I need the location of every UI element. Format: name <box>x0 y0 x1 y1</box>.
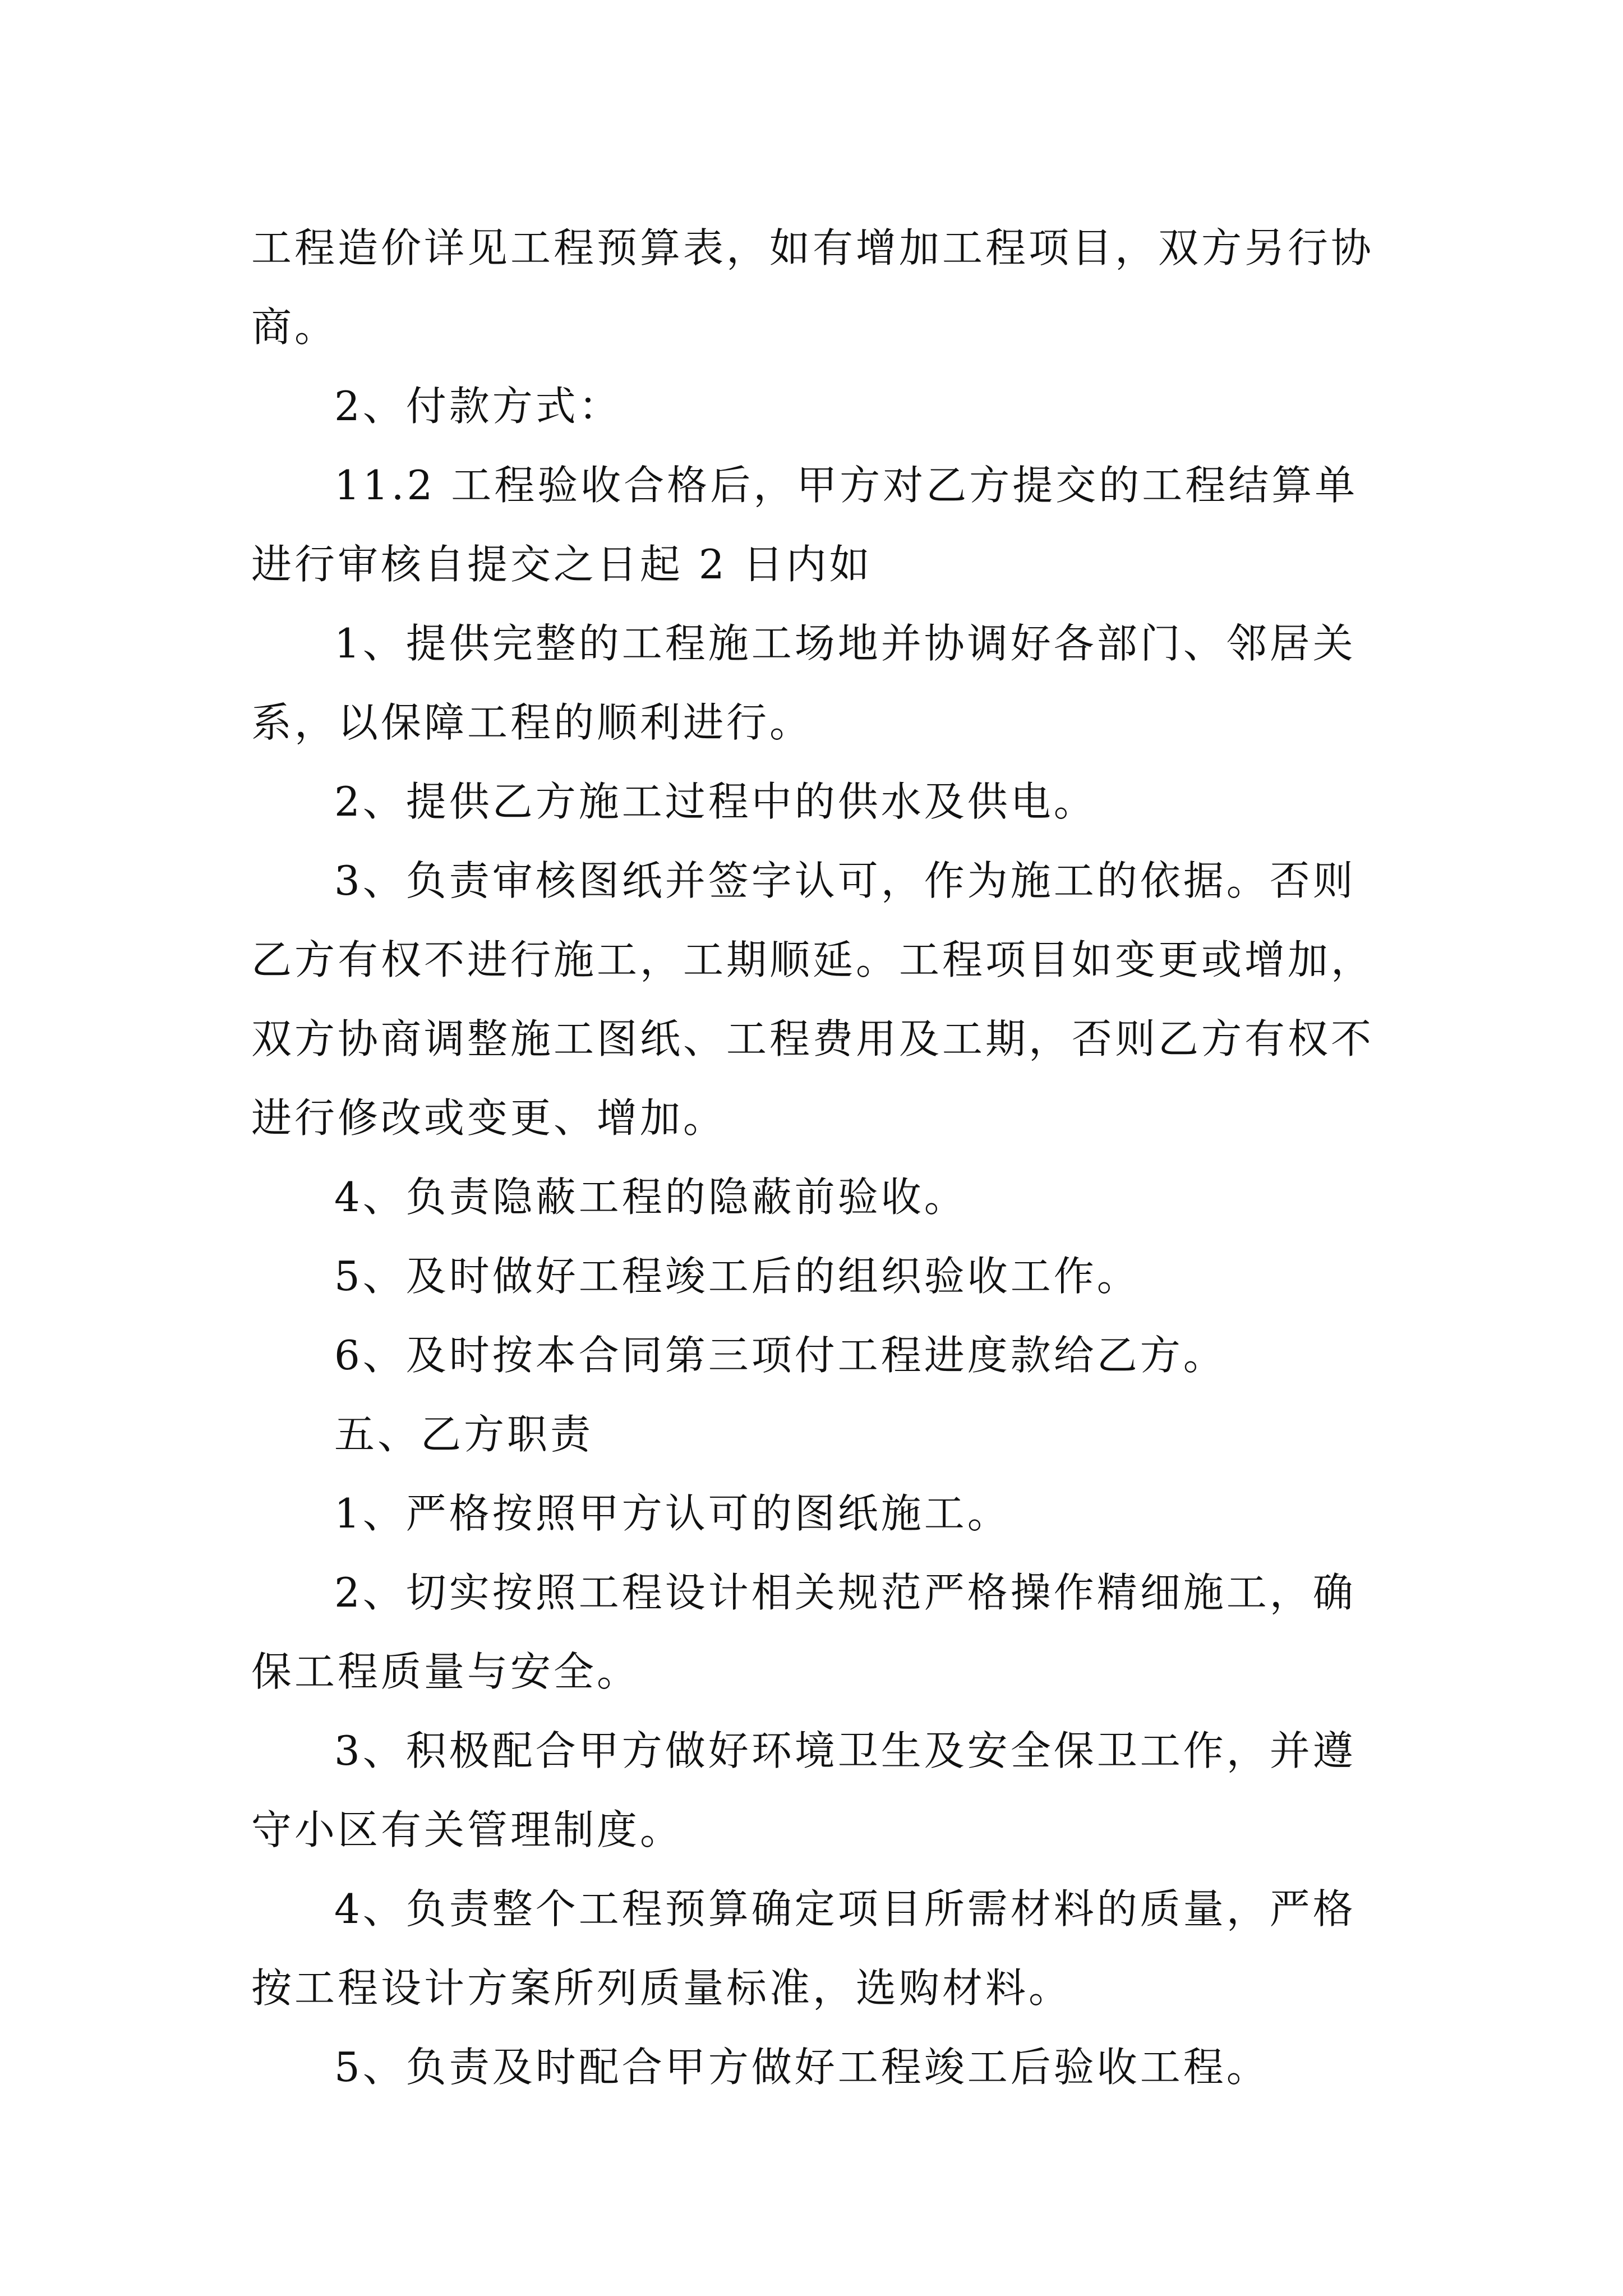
text-line: 6、及时按本合同第三项付工程进度款给乙方。 <box>334 1332 1227 1379</box>
text-line: 商。 <box>251 303 338 351</box>
text-line: 守小区有关管理制度。 <box>251 1806 684 1853</box>
text-line: 2、切实按照工程设计相关规范严格操作精细施工，确 <box>334 1569 1356 1616</box>
paragraph <box>251 1395 1378 1474</box>
text-line: 进行审核自提交之日起 2 日内如 <box>251 541 873 588</box>
text-line: 乙方有权不进行施工，工期顺延。工程项目如变更或增加， <box>251 936 1375 983</box>
text-line: 双方协商调整施工图纸、工程费用及工期，否则乙方有权不 <box>251 1015 1375 1062</box>
paragraph <box>251 1316 1378 1395</box>
text-line: 五、乙方职责 <box>334 1411 594 1458</box>
text-line: 3、积极配合甲方做好环境卫生及安全保卫工作，并遵 <box>334 1727 1356 1774</box>
paragraph <box>251 1553 1378 1711</box>
paragraph <box>251 209 1378 367</box>
paragraph <box>251 1237 1378 1316</box>
paragraph <box>251 1474 1378 1553</box>
paragraph <box>251 1870 1378 2028</box>
text-line: 按工程设计方案所列质量标准，选购材料。 <box>251 1964 1072 2012</box>
text-line: 5、及时做好工程竣工后的组织验收工作。 <box>334 1253 1140 1300</box>
paragraph <box>251 2028 1378 2107</box>
text-line: 2、提供乙方施工过程中的供水及供电。 <box>334 778 1097 825</box>
paragraph <box>251 1158 1378 1237</box>
text-line: 4、负责隐蔽工程的隐蔽前验收。 <box>334 1174 967 1221</box>
paragraph <box>251 1711 1378 1870</box>
paragraph <box>251 762 1378 841</box>
document-body <box>251 209 1378 2107</box>
paragraph <box>251 841 1378 1158</box>
text-line: 11.2 工程验收合格后，甲方对乙方提交的工程结算单 <box>334 462 1358 509</box>
text-line: 2、付款方式： <box>334 383 622 430</box>
paragraph <box>251 604 1378 762</box>
text-line: 保工程质量与安全。 <box>251 1648 640 1695</box>
text-line: 1、严格按照甲方认可的图纸施工。 <box>334 1490 1011 1537</box>
text-line: 系，以保障工程的顺利进行。 <box>251 699 813 746</box>
paragraph <box>251 367 1378 446</box>
paragraph <box>251 446 1378 604</box>
text-line: 5、负责及时配合甲方做好工程竣工后验收工程。 <box>334 2044 1270 2091</box>
text-line: 进行修改或变更、增加。 <box>251 1094 727 1142</box>
text-line: 1、提供完整的工程施工场地并协调好各部门、邻居关 <box>334 620 1356 667</box>
text-line: 工程造价详见工程预算表，如有增加工程项目，双方另行协 <box>251 224 1375 272</box>
text-line: 4、负责整个工程预算确定项目所需材料的质量，严格 <box>334 1885 1356 1932</box>
text-line: 3、负责审核图纸并签字认可，作为施工的依据。否则 <box>334 857 1356 904</box>
